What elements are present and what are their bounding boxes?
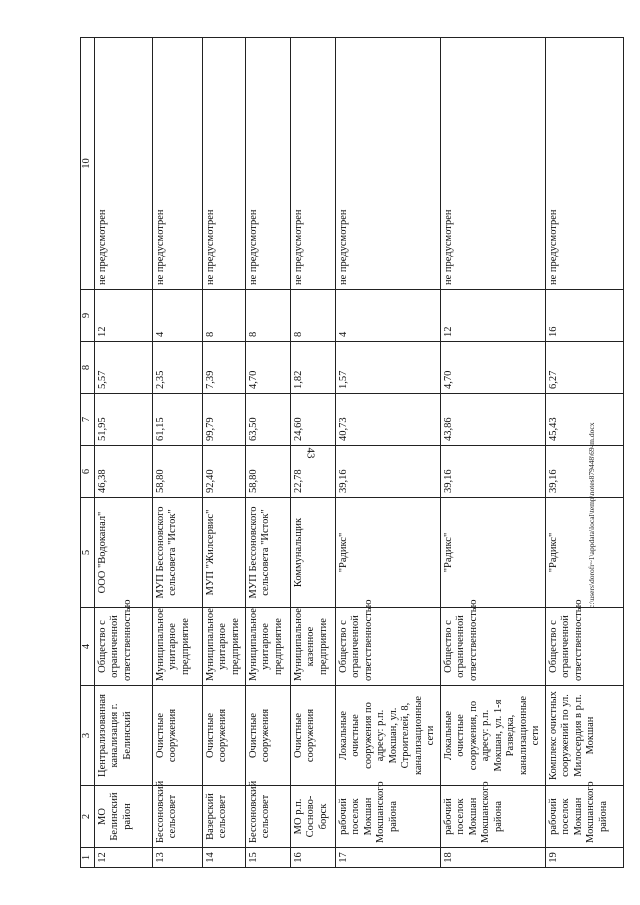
cell-obj: Очистные сооружения (152, 686, 202, 786)
column-header: 6 (81, 446, 95, 498)
cell-form: Общество с ограниченной ответственностью (335, 608, 440, 686)
cell-c8: 1,57 (335, 342, 440, 394)
cell-form: Муниципальное казенное предприятие (290, 608, 335, 686)
cell-c8: 6,27 (545, 342, 623, 394)
table-row (202, 38, 245, 868)
cell-mo: Бессоновский сельсовет (245, 786, 290, 848)
cell-c10: не предусмотрен (245, 38, 290, 290)
cell-obj: Комплекс очистных сооружений по ул. Милосердия в р.п. Мокшан (545, 686, 623, 786)
cell-form: Общество с ограниченной ответственностью (94, 608, 152, 686)
cell-org: МУП "Жилсервис" (202, 498, 245, 608)
table-row (440, 38, 545, 868)
cell-c8: 4,70 (440, 342, 545, 394)
column-header: 4 (81, 608, 95, 686)
cell-c8: 7,39 (202, 342, 245, 394)
cell-form: Общество с ограниченной ответственностью (545, 608, 623, 686)
header-row (81, 38, 95, 868)
cell-c6: 92,40 (202, 446, 245, 498)
cell-c10: не предусмотрен (202, 38, 245, 290)
cell-c6: 39,16 (335, 446, 440, 498)
column-header: 8 (81, 342, 95, 394)
cell-n: 18 (440, 848, 545, 868)
cell-c6: 58,80 (152, 446, 202, 498)
cell-c9: 8 (290, 290, 335, 342)
cell-c10: не предусмотрен (335, 38, 440, 290)
cell-org: "Радикс" (545, 498, 623, 608)
cell-form: Муниципальное унитарное предприятие (202, 608, 245, 686)
cell-org: ООО "Водоканал" (94, 498, 152, 608)
cell-n: 17 (335, 848, 440, 868)
cell-c9: 4 (152, 290, 202, 342)
cell-c10: не предусмотрен (152, 38, 202, 290)
cell-c10: не предусмотрен (290, 38, 335, 290)
cell-mo: МО р.п. Сосново-борск (290, 786, 335, 848)
page-number: 43 (304, 447, 317, 459)
cell-c9: 12 (94, 290, 152, 342)
cell-mo: рабочий поселок Мокшан Мокшанского района (545, 786, 623, 848)
cell-mo: рабочий поселок Мокшан Мокшанского района (440, 786, 545, 848)
cell-mo: МО Белинский район (94, 786, 152, 848)
cell-c10: не предусмотрен (94, 38, 152, 290)
cell-obj: Локальные очистные сооружения, по адресу: р.п. Мокшан, ул. 1-я Разведка, канализационные сети (440, 686, 545, 786)
cell-c9: 4 (335, 290, 440, 342)
table-row (545, 38, 623, 868)
table-row (335, 38, 440, 868)
cell-c9: 16 (545, 290, 623, 342)
cell-obj: Очистные сооружения (290, 686, 335, 786)
cell-n: 13 (152, 848, 202, 868)
cell-c6: 39,16 (545, 446, 623, 498)
cell-c8: 4,70 (245, 342, 290, 394)
table-row (290, 38, 335, 868)
column-header: 1 (81, 848, 95, 868)
column-header: 9 (81, 290, 95, 342)
cell-form: Муниципальное унитарное предприятие (152, 608, 202, 686)
cell-n: 15 (245, 848, 290, 868)
cell-n: 16 (290, 848, 335, 868)
cell-mo: Бессоновский сельсовет (152, 786, 202, 848)
cell-obj: Очистные сооружения (202, 686, 245, 786)
cell-obj: Локальные очистные сооружения по адресу: р.п. Мокшан, ул. Строителей, 8, канализационные сети (335, 686, 440, 786)
cell-c8: 2,35 (152, 342, 202, 394)
column-header: 3 (81, 686, 95, 786)
cell-c8: 5,57 (94, 342, 152, 394)
cell-org: МУП Бессоновского сельсовета "Исток" (245, 498, 290, 608)
cell-form: Муниципальное унитарное предприятие (245, 608, 290, 686)
cell-c6: 46,38 (94, 446, 152, 498)
cell-c7: 24,60 (290, 394, 335, 446)
table-row (152, 38, 202, 868)
cell-form: Общество с ограниченной ответственностью (440, 608, 545, 686)
column-header: 5 (81, 498, 95, 608)
cell-c7: 99,79 (202, 394, 245, 446)
column-header: 10 (81, 38, 95, 290)
cell-c10: не предусмотрен (440, 38, 545, 290)
cell-org: "Радикс" (335, 498, 440, 608)
cell-c6: 22,78 (290, 446, 335, 498)
cell-c7: 40,73 (335, 394, 440, 446)
cell-c6: 58,80 (245, 446, 290, 498)
cell-obj: Централизованная канализация г. Белинский (94, 686, 152, 786)
cell-c7: 51,95 (94, 394, 152, 446)
cell-c9: 8 (245, 290, 290, 342)
cell-obj: Очистные сооружения (245, 686, 290, 786)
cell-c9: 12 (440, 290, 545, 342)
column-header: 2 (81, 786, 95, 848)
cell-n: 12 (94, 848, 152, 868)
cell-c6: 39,16 (440, 446, 545, 498)
cell-c9: 8 (202, 290, 245, 342)
cell-c7: 43,86 (440, 394, 545, 446)
table-row (245, 38, 290, 868)
cell-mo: Вазерский сельсовет (202, 786, 245, 848)
cell-org: "Радикс" (440, 498, 545, 608)
cell-c8: 1,82 (290, 342, 335, 394)
cell-c7: 61,15 (152, 394, 202, 446)
cell-n: 14 (202, 848, 245, 868)
cell-mo: рабочий поселок Мокшан Мокшанского района (335, 786, 440, 848)
cell-c7: 45,43 (545, 394, 623, 446)
footer-path: c:\users\dorofr~1\appdata\local\temp\notes879448\69-m.docx (587, 422, 596, 608)
cell-org: Коммунальщик (290, 498, 335, 608)
data-table (80, 37, 624, 868)
table-row (94, 38, 152, 868)
cell-n: 19 (545, 848, 623, 868)
column-header: 7 (81, 394, 95, 446)
cell-c10: не предусмотрен (545, 38, 623, 290)
cell-org: МУП Бессоновского сельсовета "Исток" (152, 498, 202, 608)
cell-c7: 63,50 (245, 394, 290, 446)
